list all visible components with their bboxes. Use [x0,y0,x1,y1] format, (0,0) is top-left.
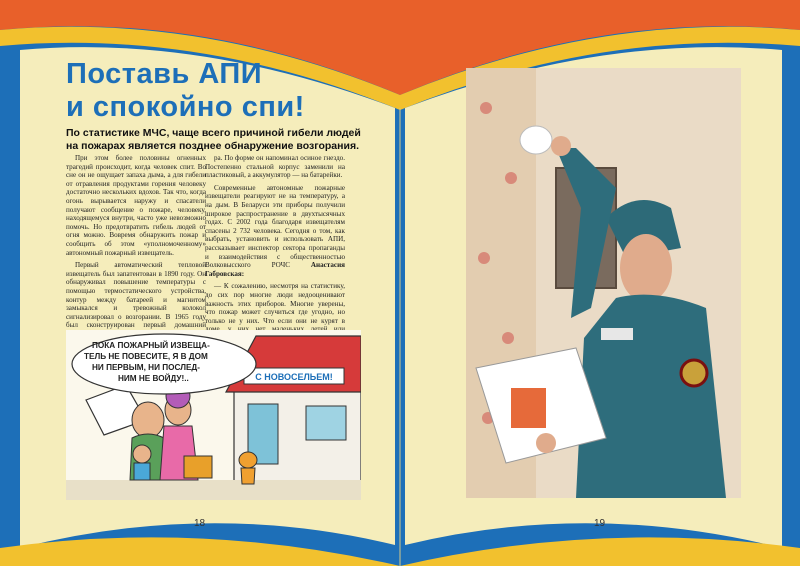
paragraph-text: Современные автономные пожарные извещатели реагируют не на температуру, а на дым. В Беларуси эти приборы получили широкое распространение в двухтысячных годах. С 2002 года благодаря извещателям спасены 2 732 человека. Сегодня о том, как выбрать, установить и использовать АПИ, рассказывает инспектор сектора пропаганды и взаимодействия с общественностью Волковысского РОЧС [205,183,345,270]
shoulder-patch [681,360,707,386]
sign-text: С НОВОСЕЛЬЕМ! [255,372,333,382]
paragraph: ра. По форме он напоминал осиное гнездо. Постепенно стальной корпус заменили на пластиковый, а аккумулятор — на батарейки. [205,154,345,180]
inspector-face [620,234,672,302]
brochure-image [511,388,546,428]
name-tag [601,328,633,340]
man-head [132,402,164,438]
article-title [66,58,366,124]
uniform-jacket [576,295,726,498]
inspector-photo [466,68,741,498]
speech-line: НИ ПЕРВЫМ, НИ ПОСЛЕД- [92,363,200,372]
article-lead: По статистике МЧС, чаще всего причиной гибели людей на пожарах является позднее обнаружение возгорания. [66,127,361,152]
right-page [400,0,800,566]
window [306,406,346,440]
cartoon-illustration [66,330,361,500]
cat-head [239,452,257,468]
holding-hand [536,433,556,453]
page-number-right: 19 [594,518,606,529]
speech-line: ТЕЛЬ НЕ ПОВЕСИТЕ, Я В ДОМ [84,352,208,361]
title-line-1: Поставь АПИ [66,58,263,90]
paragraph: Первый автоматический тепловой извещатель был запатентован в 1890 году. Он обнаруживал повышение температуры с помощью термостатического устройства, контур между батареей и магнитом замыкался и тревожный колокол сигнализировал о возгорании. В 1965 году был сконструирован первый домашний [66,261,206,330]
smoke-detector [520,126,552,154]
paragraph [205,184,345,279]
text-column-2 [205,154,345,346]
speech-line: ПОКА ПОЖАРНЫЙ ИЗВЕЩА- [92,341,210,350]
page-number-left: 18 [194,518,206,529]
cat-body [241,468,255,484]
cartoon-drawing [66,330,361,500]
ground [66,480,361,500]
paragraph: — К сожалению, несмотря на статистику, до сих пор многие люди недооценивают важность этих приборов. Многие уверены, что пожар может случиться где угодно, но только не у них. Что если они не курят в [205,282,345,325]
paragraph: При этом более половины огненных трагедий происходит, когда человек спит. Во сне он не ощущает запаха дыма, а для гибели от отравления продуктами горения человеку достаточно нескольких вдохов. Так что, когда огонь вырывается наружу и спасатели получают сообщение о пожаре, человеку, находящемуся внутри, часто уже невозможно помочь. Но предотвратить гибель людей от огня можно. Вовремя обнаружить пожар и сообщить об этом «уполномоченному» автономный пожарный извещатель. [66,154,206,257]
child-head [133,445,151,463]
child-body [134,463,150,480]
text-column-1 [66,154,206,342]
interviewee-name: Анастасия Габровская: [205,261,345,278]
photo-drawing [466,68,741,498]
suitcase [184,456,212,478]
speech-line: НИМ НЕ ВОЙДУ!.. [118,374,189,383]
hand [551,136,571,156]
title-line-2: и спокойно спи! [66,91,305,123]
